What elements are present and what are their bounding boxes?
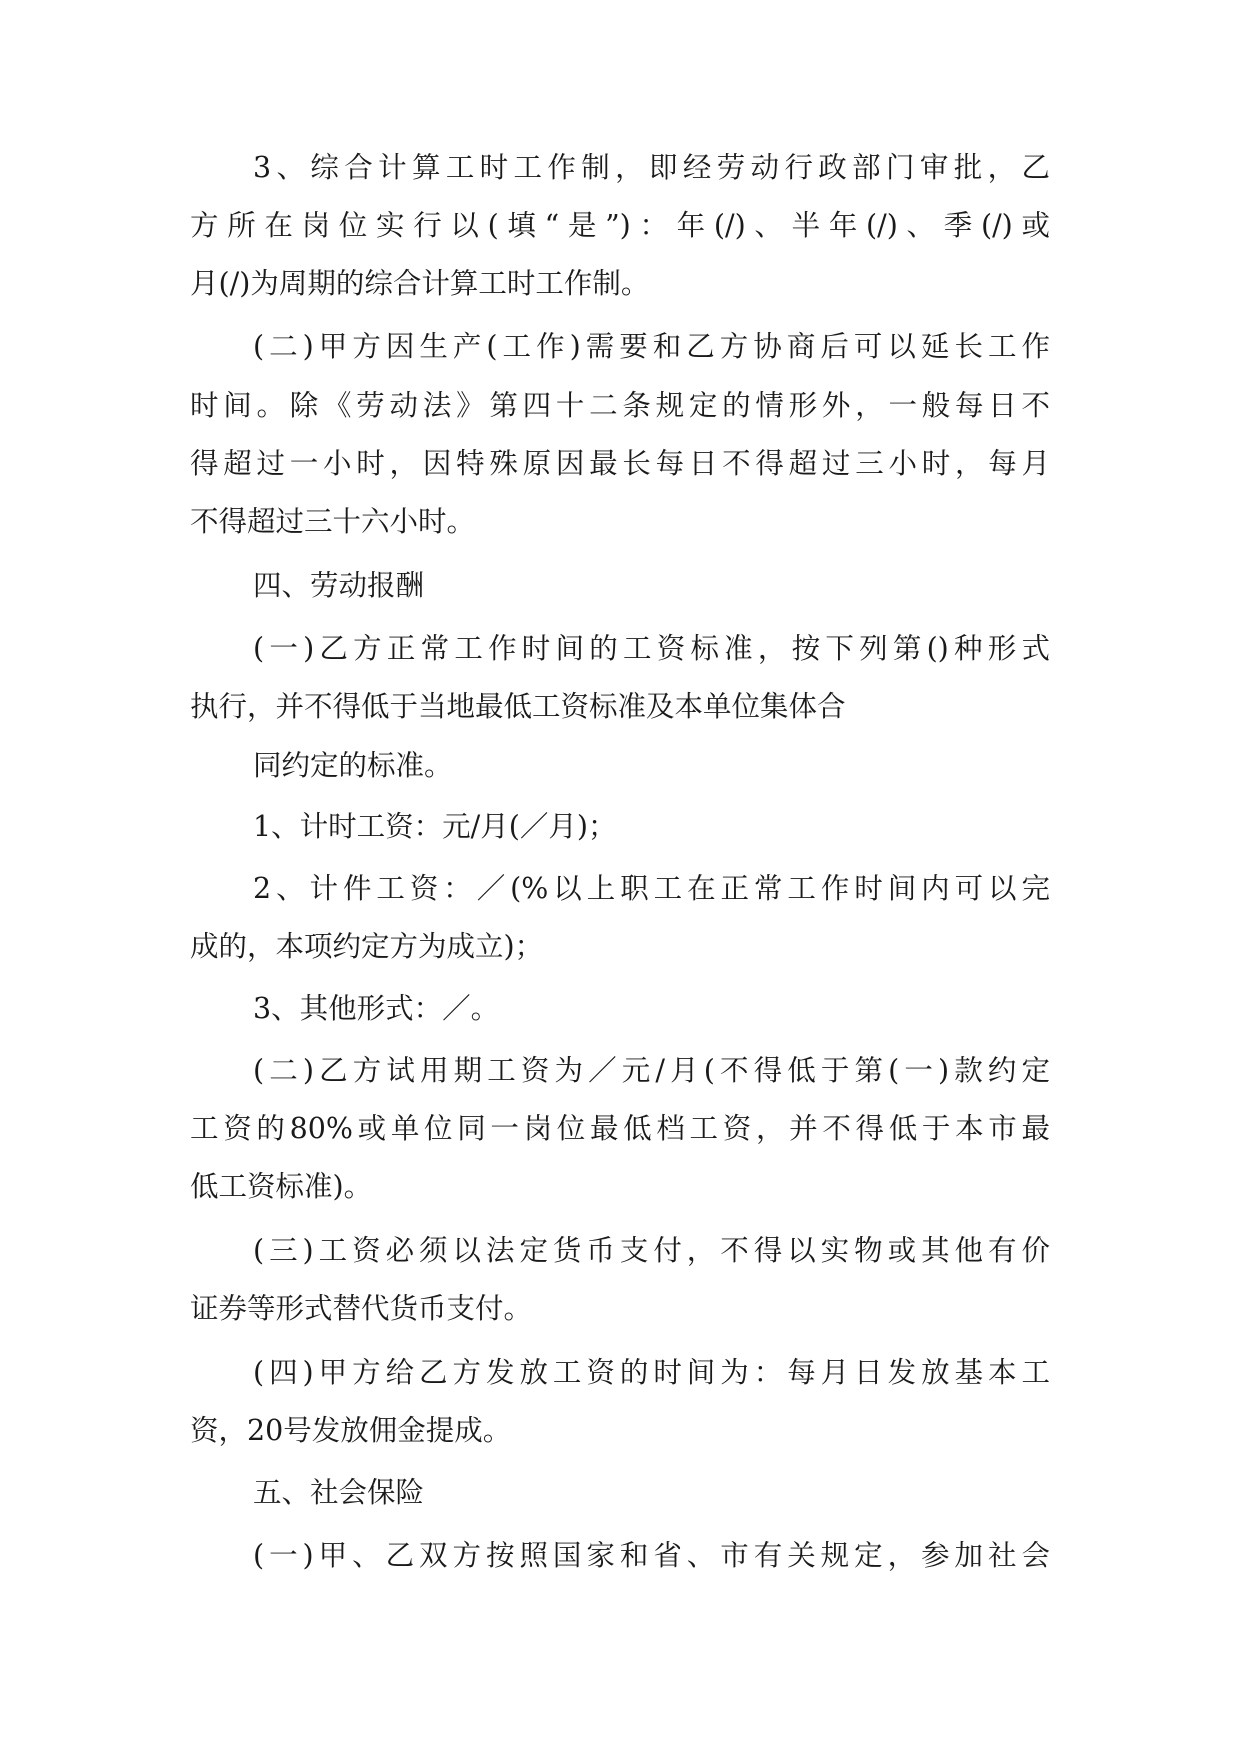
text-line: 成的，本项约定方为成立)；: [190, 930, 544, 963]
text-line: 时间。除《劳动法》第四十二条规定的情形外，一般每日不: [190, 389, 1050, 422]
text-line: 1、计时工资：元/月(／月)；: [253, 810, 617, 843]
text-line: 不得超过三十六小时。: [190, 505, 476, 538]
text-line: 3、综合计算工时工作制，即经劳动行政部门审批，乙: [253, 151, 1050, 184]
text-line: (三)工资必须以法定货币支付，不得以实物或其他有价: [253, 1234, 1050, 1267]
text-line: 低工资标准)。: [190, 1170, 373, 1203]
text-line: (二)乙方试用期工资为／元/月(不得低于第(一)款约定: [253, 1054, 1050, 1087]
text-line: (一)乙方正常工作时间的工资标准，按下列第()种形式: [253, 632, 1050, 665]
text-line: (四)甲方给乙方发放工资的时间为：每月日发放基本工: [253, 1356, 1050, 1389]
text-line: 同约定的标准。: [253, 749, 453, 782]
text-line: 2、计件工资：／(%以上职工在正常工作时间内可以完: [253, 872, 1050, 905]
text-line: 得超过一小时，因特殊原因最长每日不得超过三小时，每月: [190, 447, 1050, 480]
text-line: 证券等形式替代货币支付。: [190, 1292, 533, 1325]
text-line: 工资的80%或单位同一岗位最低档工资，并不得低于本市最: [190, 1112, 1050, 1145]
section-heading: 四、劳动报酬: [253, 569, 425, 602]
text-line: 资，20号发放佣金提成。: [190, 1414, 512, 1447]
section-heading: 五、社会保险: [253, 1476, 425, 1509]
text-line: 执行，并不得低于当地最低工资标准及本单位集体合: [190, 690, 846, 723]
text-line: 方所在岗位实行以(填“是”)：年(/)、半年(/)、季(/)或: [190, 209, 1050, 242]
text-line: 3、其他形式：／。: [253, 992, 500, 1025]
text-line: (一)甲、乙双方按照国家和省、市有关规定，参加社会: [253, 1539, 1050, 1572]
text-line: 月(/)为周期的综合计算工时工作制。: [190, 267, 650, 300]
text-line: (二)甲方因生产(工作)需要和乙方协商后可以延长工作: [253, 330, 1050, 363]
